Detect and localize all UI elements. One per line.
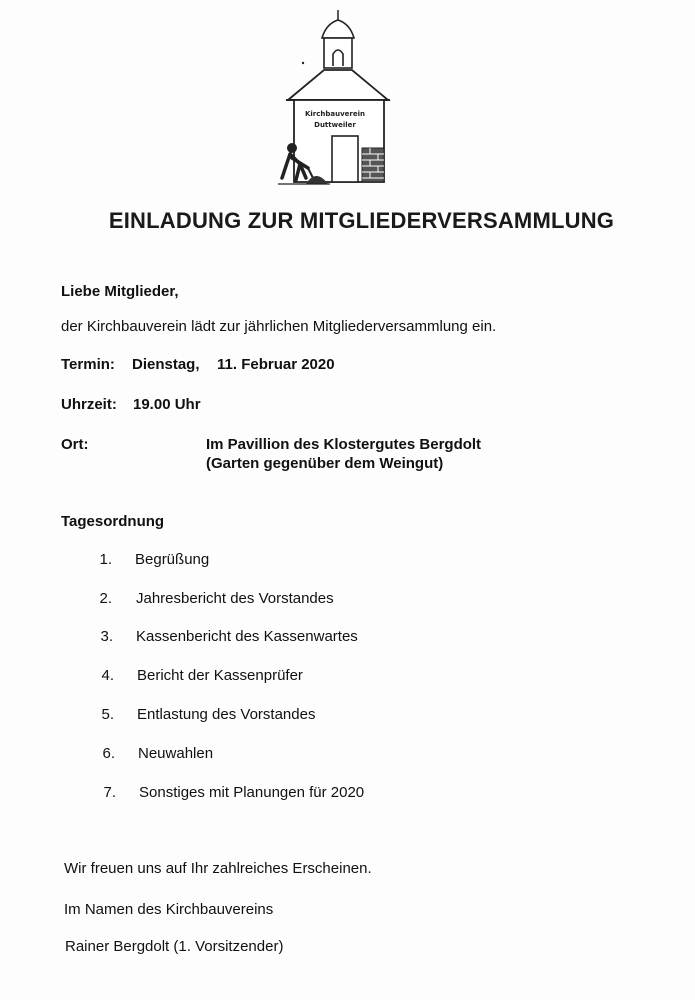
uhrzeit-label: Uhrzeit:: [61, 396, 117, 413]
agenda-item-text: Kassenbericht des Kassenwartes: [136, 628, 358, 645]
closing-line1: Wir freuen uns auf Ihr zahlreiches Erscheinen.: [64, 860, 372, 877]
agenda-heading: Tagesordnung: [61, 513, 165, 530]
agenda-item-number: 3.: [100, 628, 113, 645]
agenda-item-text: Entlastung des Vorstandes: [137, 706, 316, 723]
page-title: EINLADUNG ZUR MITGLIEDERVERSAMMLUNG: [108, 208, 615, 233]
agenda-item-number: 7.: [103, 784, 116, 801]
ort-label: Ort:: [61, 436, 89, 453]
termin-day: Dienstag,: [132, 356, 200, 373]
greeting: Liebe Mitglieder,: [61, 283, 179, 300]
signature-line: Rainer Bergdolt (1. Vorsitzender): [65, 938, 284, 955]
agenda-item-text: Neuwahlen: [138, 745, 214, 762]
ort-line2: (Garten gegenüber dem Weingut): [206, 455, 444, 472]
termin-label: Termin:: [61, 356, 115, 373]
agenda-item-number: 4.: [101, 667, 114, 684]
logo-text-line2: Duttweiler: [314, 121, 356, 129]
agenda-item-text: Jahresbericht des Vorstandes: [136, 590, 334, 607]
termin-date: 11. Februar 2020: [217, 356, 335, 373]
logo-text-line1: Kirchbauverein: [304, 110, 366, 118]
agenda-item-text: Begrüßung: [135, 551, 210, 568]
intro-text: der Kirchbauverein lädt zur jährlichen Mitgliederversammlung ein.: [61, 318, 497, 335]
church-logo-icon: [270, 8, 400, 186]
agenda-item-number: 2.: [99, 590, 112, 607]
agenda-item-number: 5.: [101, 706, 114, 723]
agenda-item-number: 6.: [102, 745, 115, 762]
uhrzeit-value: 19.00 Uhr: [133, 396, 201, 413]
agenda-item-text: Sonstiges mit Planungen für 2020: [139, 784, 365, 801]
agenda-item-text: Bericht der Kassenprüfer: [137, 667, 303, 684]
closing-line2: Im Namen des Kirchbauvereins: [64, 901, 274, 918]
agenda-item-number: 1.: [99, 551, 112, 568]
ort-line1: Im Pavillion des Klostergutes Bergdolt: [206, 436, 482, 453]
